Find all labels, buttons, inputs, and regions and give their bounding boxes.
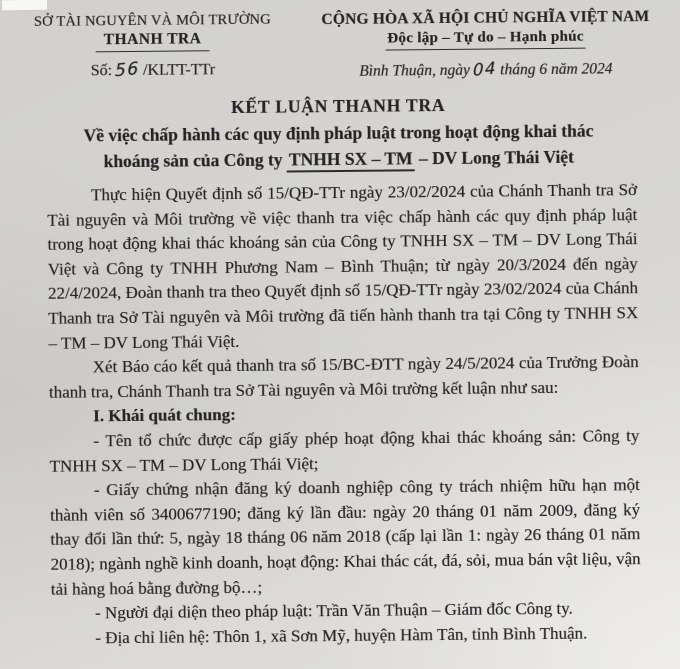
department-name-text: THANH TRA — [96, 30, 210, 52]
bullet-contact-address: - Địa chỉ liên hệ: Thôn 1, xã Sơn Mỹ, huyện Hàm Tân, tỉnh Bình Thuận. — [95, 623, 588, 648]
handwritten-day: 04 — [472, 57, 498, 80]
issuing-agency-block — [0, 11, 300, 84]
paragraph-report-basis: Xét Báo cáo kết quả thanh tra số 15/BC-ĐTT ngày 24/5/2024 của Trưởng Đoàn thanh tra, Chánh Thanh tra Sở Tài nguyên và Môi trường kết luận như sau: — [48, 352, 639, 402]
document-number-suffix: /KLTT-TTr — [142, 61, 216, 79]
bullet-business-registration: - Giấy chứng nhận đăng ký doanh nghiệp công ty trách nhiệm hữu hạn một thành viên số 3400677190; đăng ký lần đầu: ngày 20 tháng 01 năm 2009, đăng ký thay đổi lần thứ: 5, ngày 18 tháng 06 năm 2018 (cấp lại lần 1: ngày 26 tháng 01 năm 2018); ngành nghề kinh doanh, hoạt động: Khai thác cát, đá, sỏi, mua bán vật liệu, vận tải hàng hoá bằng đường bộ…; — [49, 475, 641, 599]
handwritten-document-number: 56 — [114, 58, 140, 82]
document-number-prefix: Số: — [90, 62, 113, 80]
subtitle-line-2-end: – DV Long Thái Việt — [414, 146, 574, 169]
place-date-line — [300, 57, 672, 82]
document-number — [6, 58, 300, 81]
national-motto-text: Độc lập – Tự do – Hạnh phúc — [385, 29, 586, 51]
subtitle-line-1: Về việc chấp hành các quy định pháp luật trong hoạt động khai thác — [83, 120, 594, 146]
national-title: CỘNG HÒA XÃ HỘI CHỦ NGHĨA VIỆT NAM — [321, 8, 650, 29]
date-prefix: Bình Thuận, ngày — [359, 61, 470, 80]
document-title-block — [0, 93, 679, 176]
document-header — [0, 0, 678, 84]
agency-name: SỞ TÀI NGUYÊN VÀ MÔI TRƯỜNG — [33, 11, 271, 30]
section-heading-overview: I. Khái quát chung: — [93, 405, 236, 426]
department-name — [5, 29, 299, 53]
document-body — [47, 178, 641, 651]
underlined-company-name: TNHH SX – TM — [287, 148, 415, 172]
paragraph-implementation: Thực hiện Quyết định số 15/QĐ-TTr ngày 23/02/2024 của Chánh Thanh tra Sở Tài nguyên và Môi trường về việc thanh tra việc chấp hành các quy định pháp luật trong hoạt động khai thác khoáng sản của Công ty TNHH SX – TM – DV Long Thái Việt và Công ty TNHH Phương Nam – Bình Thuận; từ ngày 20/3/2024 đến ngày 22/4/2024, Đoàn thanh tra theo Quyết định số 15/QĐ-TTr ngày 23/02/2024 của Chánh Thanh tra Sở Tài nguyên và Môi trường đã tiến hành thanh tra tại Công ty TNHH SX – TM – DV Long Thái Việt. — [47, 180, 639, 353]
bullet-organization-name: - Tên tổ chức được cấp giấy phép hoạt động khai thác khoáng sản: Công ty TNHH SX – TM – DV Long Thái Việt; — [49, 426, 640, 476]
national-motto-block — [299, 8, 678, 82]
bullet-legal-representative: - Người đại diện theo pháp luật: Trần Văn Thuận – Giám đốc Công ty. — [94, 598, 573, 623]
national-motto — [299, 28, 671, 52]
document-title: KẾT LUẬN THANH TRA — [230, 94, 446, 118]
subtitle-line-2-start: khoáng sản của Công ty — [103, 149, 287, 172]
date-suffix: tháng 6 năm 2024 — [499, 60, 613, 79]
document-subtitle — [0, 117, 679, 176]
